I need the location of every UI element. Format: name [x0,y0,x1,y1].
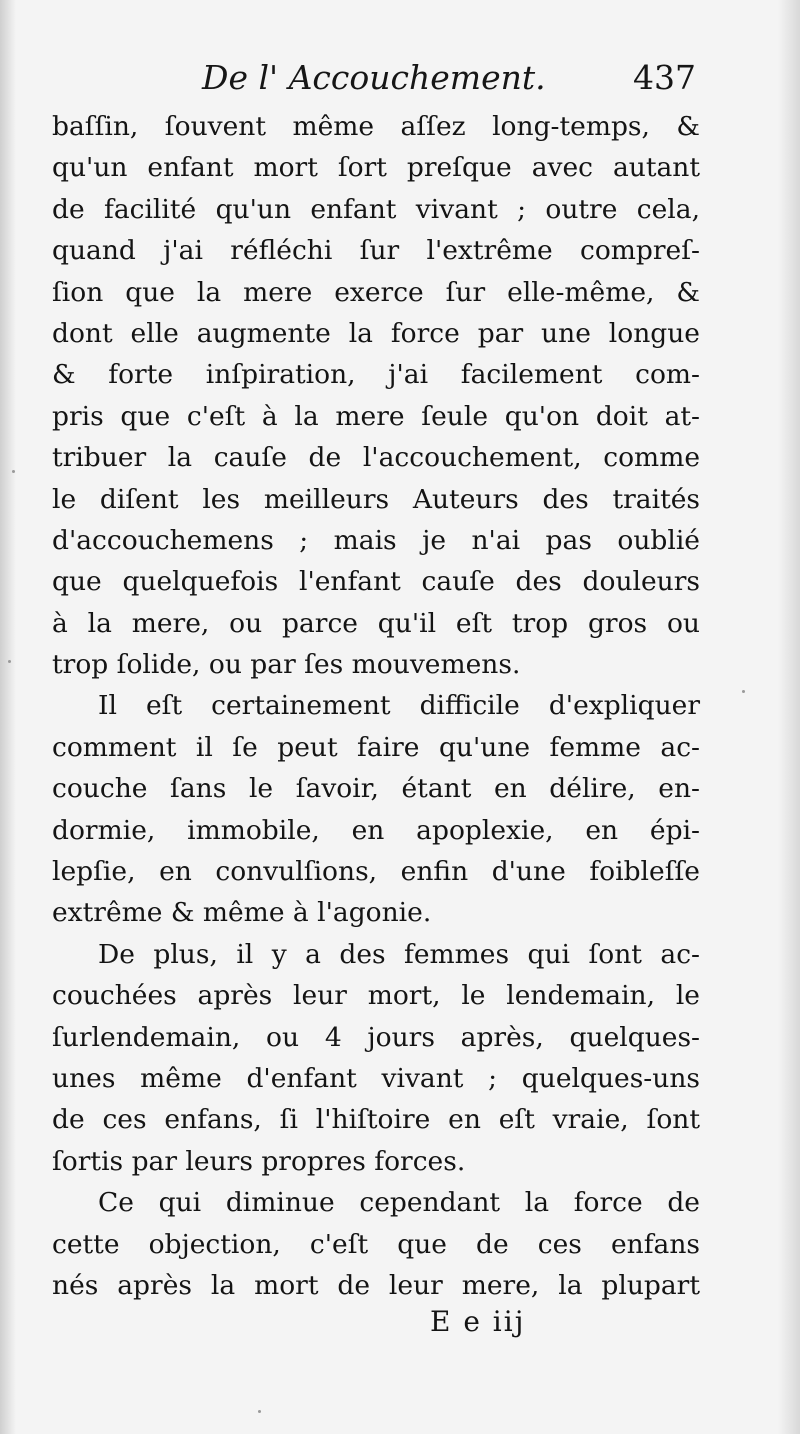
text-line: ſion que la mere exerce ſur elle-même, & [52,276,700,308]
paper-speck [8,660,11,663]
body-text [52,106,700,1306]
text-line: & forte inſpiration, j'ai facilement com- [52,359,700,391]
text-line: baſſin, ſouvent même aſſez long-temps, & [52,111,700,142]
paper-speck [742,690,745,693]
text-line: couche ſans le ſavoir, étant en délire, en- [52,773,700,805]
text-line: unes même d'enfant vivant ; quelques-uns [52,1062,700,1094]
text-line: de ces enfans, ſi l'hiſtoire en eſt vraie, ſont [52,1104,700,1136]
text-line: à la mere, ou parce qu'il eſt trop gros ou [52,607,700,639]
text-line: pris que c'eſt à la mere ſeule qu'on doit at- [52,400,700,432]
text-line: trop ſolide, ou par ſes mouvemens. [52,649,521,681]
text-line: de facilité qu'un enfant vivant ; outre cela, [52,193,700,225]
text-line: comment il ſe peut faire qu'une femme ac- [52,731,700,763]
text-line: extrême & même à l'agonie. [52,897,432,929]
running-title: De l' Accouchement. [202,58,546,97]
page-edge-shadow-left [0,0,16,1434]
paper-speck [258,1410,261,1413]
paper-speck [12,470,15,473]
text-line: tribuer la cauſe de l'accouchement, comme [52,442,700,474]
text-line: nés après la mort de leur mere, la plupart [52,1269,700,1301]
text-line: ſortis par leurs propres forces. [52,1145,466,1177]
text-line: d'accouchemens ; mais je n'ai pas oublié [52,524,700,556]
text-line: ſurlendemain, ou 4 jours après, quelques- [52,1021,700,1053]
page-edge-shadow-right [778,0,800,1434]
text-line: couchées après leur mort, le lendemain, le [52,980,700,1012]
text-line: dormie, immobile, en apoplexie, en épi- [52,814,700,846]
text-line: lepſie, en convulſions, enfin d'une foibleſſe [52,856,700,888]
paragraph-start-line: Il eſt certainement difficile d'expliquer [98,690,700,722]
paragraph-start-line: Ce qui diminue cependant la force de [98,1187,700,1219]
page-number: 437 [633,58,696,97]
paragraph-start-line: De plus, il y a des femmes qui ſont ac- [98,938,700,970]
text-line: quand j'ai réfléchi ſur l'extrême compreſ- [52,235,700,267]
running-head [52,58,700,106]
signature-mark: E e iij [430,1305,526,1338]
text-line: que quelquefois l'enfant cauſe des douleurs [52,566,700,598]
text-line: cette objection, c'eſt que de ces enfans [52,1228,700,1260]
text-line: dont elle augmente la force par une longue [52,317,700,349]
text-line: qu'un enfant mort ſort preſque avec autant [52,152,700,184]
text-line: le diſent les meilleurs Auteurs des traités [52,483,700,515]
